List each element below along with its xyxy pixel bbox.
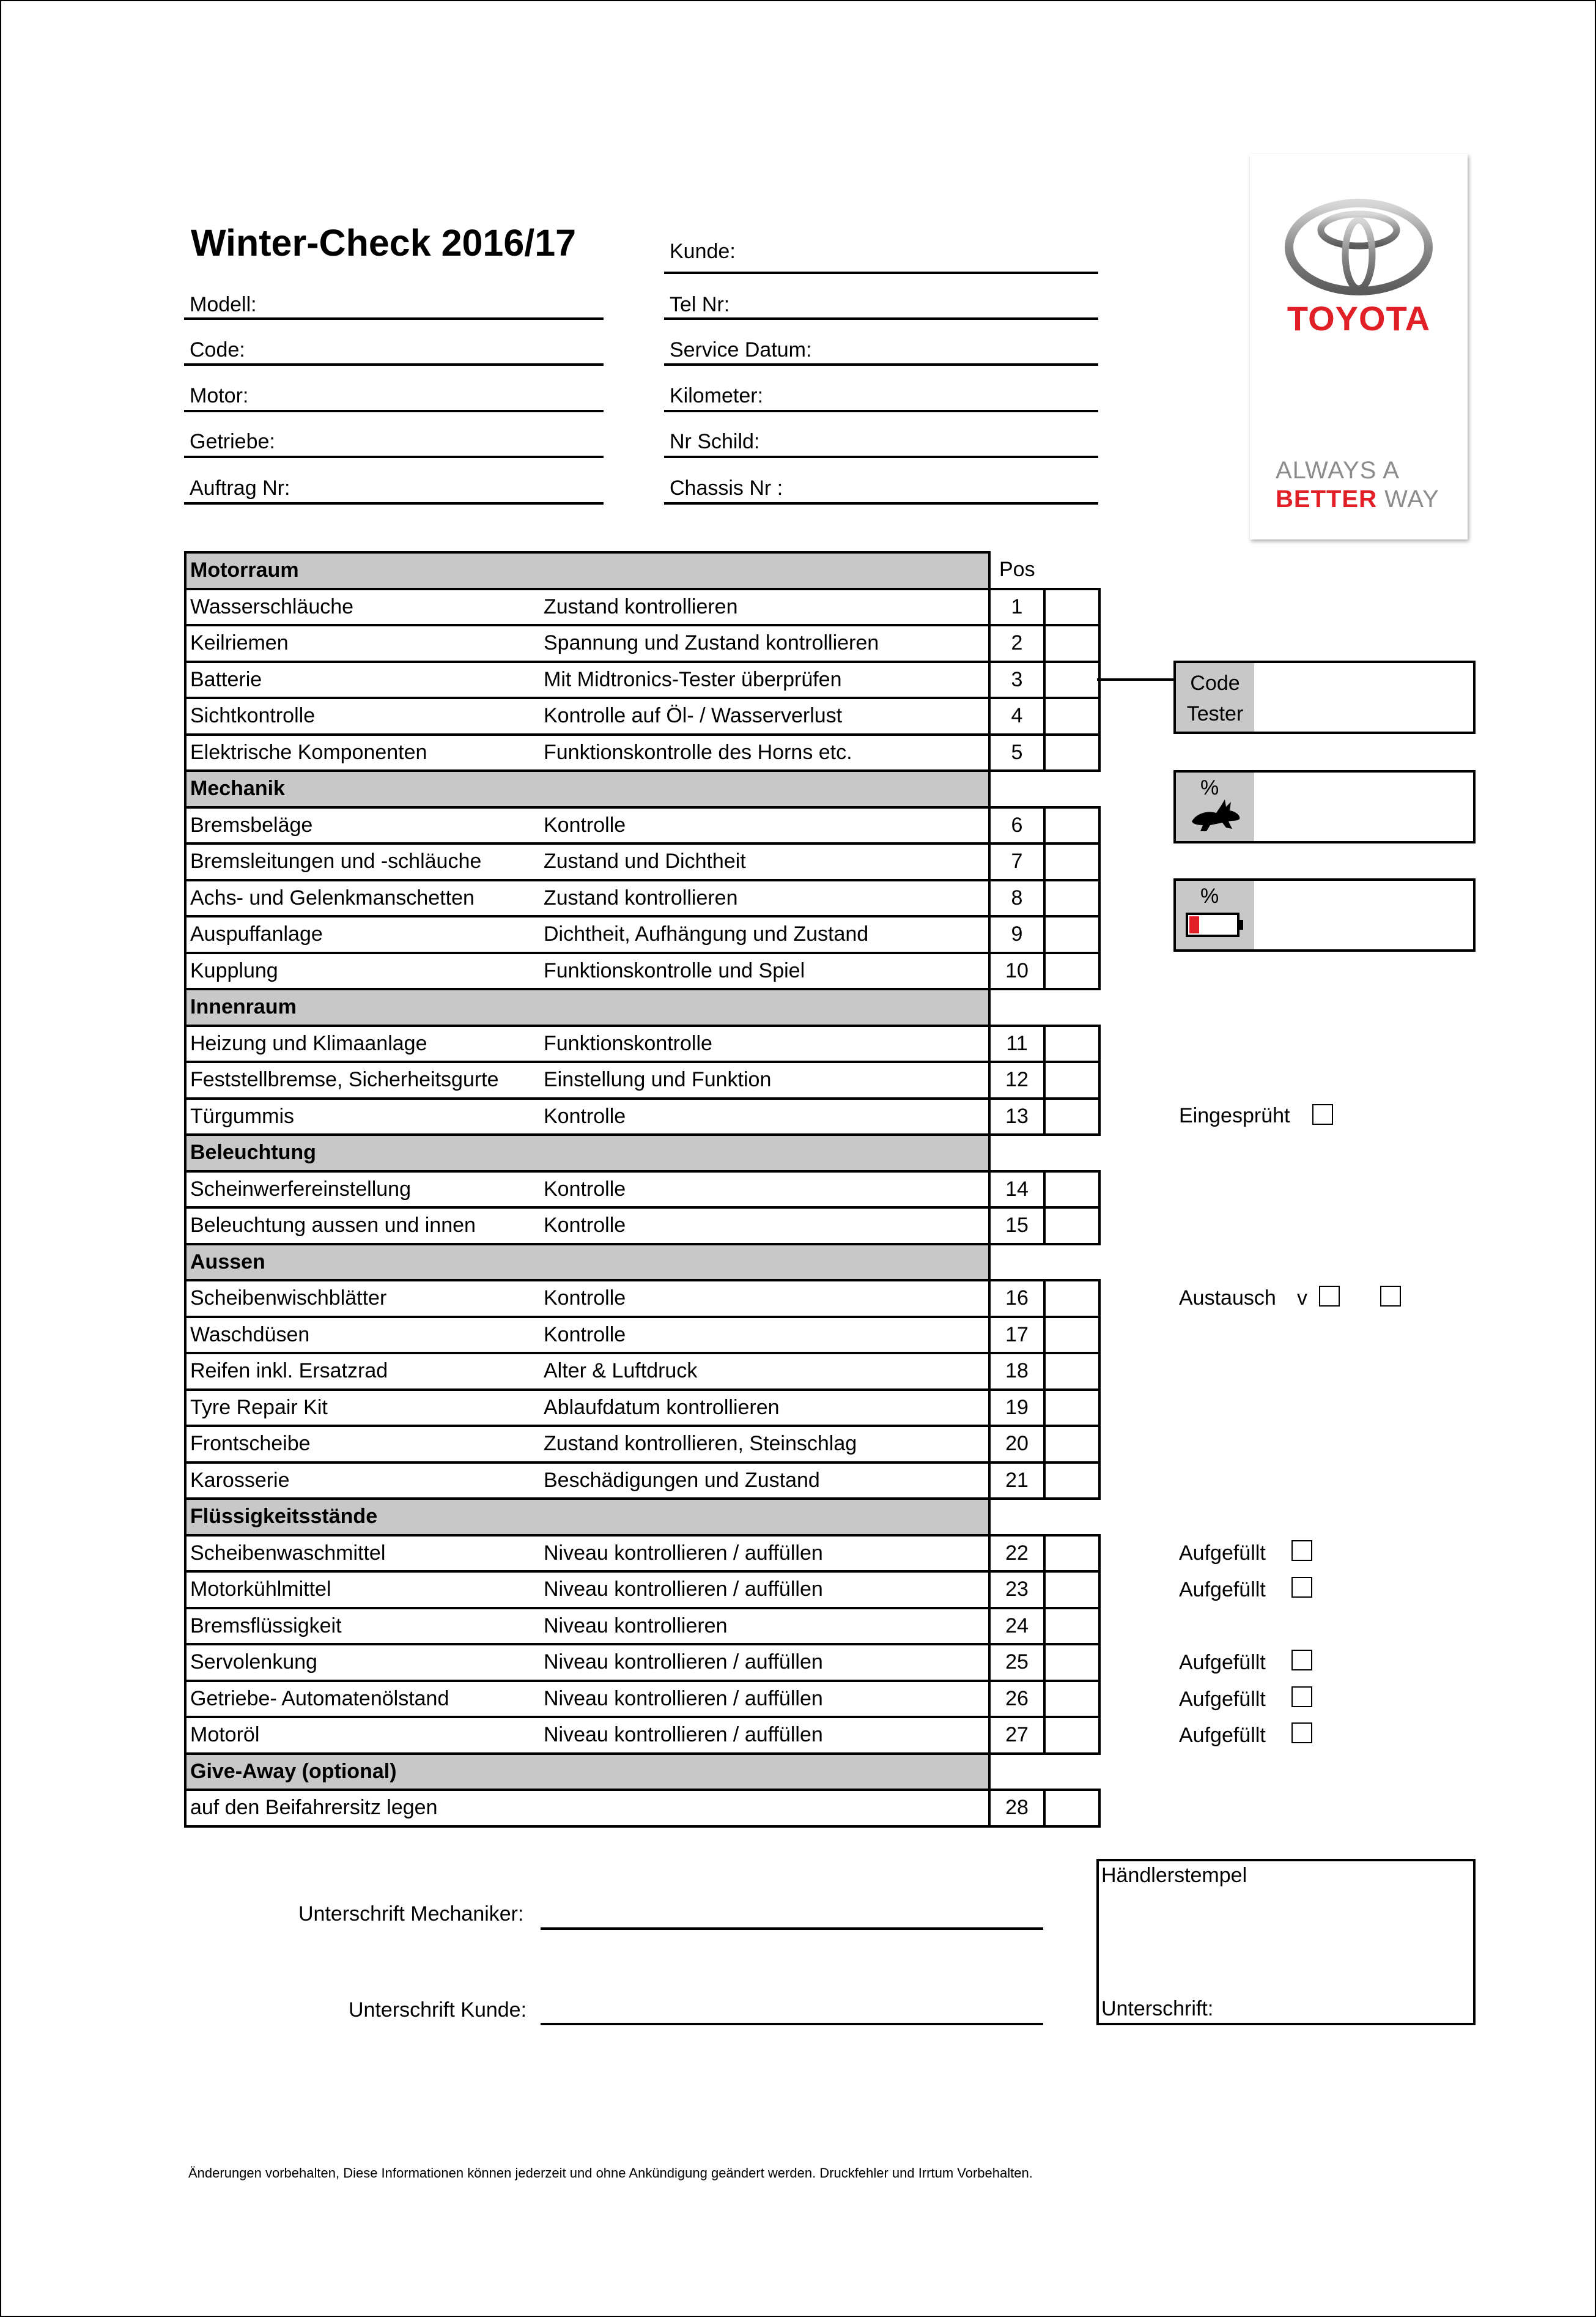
aufgefullt-checkbox-25[interactable] xyxy=(1291,1650,1312,1670)
stamp-signature-label: Unterschrift: xyxy=(1101,1997,1214,2020)
toyota-emblem-icon xyxy=(1284,198,1433,296)
row-task: Kontrolle xyxy=(540,1207,989,1244)
percent-battery-cell xyxy=(1176,881,1254,949)
field-auftrag-label: Auftrag Nr: xyxy=(190,476,290,500)
row-item: Wasserschläuche xyxy=(185,589,540,626)
row-check-cell[interactable] xyxy=(1044,1535,1099,1572)
checklist-row xyxy=(185,589,1099,626)
row-task: Dichtheit, Aufhängung und Zustand xyxy=(540,916,989,953)
row-item: Waschdüsen xyxy=(185,1317,540,1354)
percent-label-2: % xyxy=(1200,884,1219,908)
field-kunde-label: Kunde: xyxy=(670,240,736,263)
row-item: Feststellbremse, Sicherheitsgurte xyxy=(185,1062,540,1099)
field-motor-label: Motor: xyxy=(190,384,249,407)
row-pos: 22 xyxy=(989,1535,1044,1572)
row-task: Kontrolle xyxy=(540,1280,989,1317)
row-item: Reifen inkl. Ersatzrad xyxy=(185,1353,540,1390)
row-pos: 16 xyxy=(989,1280,1044,1317)
row-item: Getriebe- Automatenölstand xyxy=(185,1681,540,1718)
row-task: Zustand kontrollieren xyxy=(540,589,989,626)
row-check-cell[interactable] xyxy=(1044,1644,1099,1681)
battery-connector-line xyxy=(1097,678,1174,681)
row-check-cell[interactable] xyxy=(1044,1608,1099,1645)
toyota-wordmark: TOYOTA xyxy=(1287,299,1431,338)
row-pos: 19 xyxy=(989,1390,1044,1426)
section-header-row xyxy=(185,771,1099,807)
code-label: Code xyxy=(1190,672,1240,695)
section-spacer xyxy=(989,989,1099,1026)
austausch-v-checkbox[interactable] xyxy=(1319,1286,1340,1307)
row-check-cell[interactable] xyxy=(1044,625,1099,662)
section-header-row xyxy=(185,1244,1099,1281)
checklist-row xyxy=(185,625,1099,662)
section-header-row xyxy=(185,989,1099,1026)
aufgefullt-checkbox-22[interactable] xyxy=(1291,1540,1312,1561)
row-task: Funktionskontrolle des Horns etc. xyxy=(540,735,989,771)
row-task: Zustand kontrollieren xyxy=(540,880,989,917)
checklist-table xyxy=(184,551,1101,1828)
row-task: Mit Midtronics-Tester überprüfen xyxy=(540,662,989,699)
row-check-cell[interactable] xyxy=(1044,1790,1099,1826)
field-chassis-line[interactable] xyxy=(664,502,1098,505)
checklist-row xyxy=(185,953,1099,990)
footer-disclaimer: Änderungen vorbehalten, Diese Informationen können jederzeit und ohne Ankündigung geändert werden. Druckfehler und Irrtum Vorbehalten. xyxy=(188,2165,1033,2181)
row-task: Niveau kontrollieren / auffüllen xyxy=(540,1571,989,1608)
field-kilometer-label: Kilometer: xyxy=(670,384,764,407)
row-pos: 1 xyxy=(989,589,1044,626)
row-task: Kontrolle xyxy=(540,1317,989,1354)
row-pos: 13 xyxy=(989,1099,1044,1135)
page-title: Winter-Check 2016/17 xyxy=(191,222,577,264)
field-chassis-label: Chassis Nr : xyxy=(670,476,783,500)
eingespruht-label: Eingesprüht xyxy=(1179,1104,1290,1127)
row-task: Funktionskontrolle xyxy=(540,1026,989,1062)
row-check-cell[interactable] xyxy=(1044,807,1099,844)
row-item: Scheibenwaschmittel xyxy=(185,1535,540,1572)
field-motor-line[interactable] xyxy=(184,410,604,412)
row-check-cell[interactable] xyxy=(1044,1171,1099,1208)
row-check-cell[interactable] xyxy=(1044,662,1099,699)
row-check-cell[interactable] xyxy=(1044,843,1099,880)
row-pos: 2 xyxy=(989,625,1044,662)
aufgefullt-checkbox-23[interactable] xyxy=(1291,1577,1312,1598)
section-spacer xyxy=(989,771,1099,807)
row-item: Scheibenwischblätter xyxy=(185,1280,540,1317)
aufgefullt-label-23: Aufgefüllt xyxy=(1179,1578,1266,1601)
field-getriebe-line[interactable] xyxy=(184,456,604,458)
checklist-row xyxy=(185,1681,1099,1718)
row-pos: 14 xyxy=(989,1171,1044,1208)
pos-header: Pos xyxy=(999,558,1035,581)
row-item: Kupplung xyxy=(185,953,540,990)
row-check-cell[interactable] xyxy=(1044,916,1099,953)
checklist-row xyxy=(185,807,1099,844)
percent-box-battery xyxy=(1173,878,1476,952)
row-check-cell[interactable] xyxy=(1044,1717,1099,1754)
row-task: Funktionskontrolle und Spiel xyxy=(540,953,989,990)
row-pos: 4 xyxy=(989,698,1044,735)
field-telnr-line[interactable] xyxy=(664,317,1098,320)
percent-label-1: % xyxy=(1200,776,1219,799)
tagline-line-2 xyxy=(1276,486,1439,513)
aufgefullt-label-22: Aufgefüllt xyxy=(1179,1541,1266,1565)
section-header-row xyxy=(185,1499,1099,1535)
section-spacer xyxy=(989,1754,1099,1790)
row-pos: 8 xyxy=(989,880,1044,917)
field-servicedatum-label: Service Datum: xyxy=(670,338,812,361)
checklist-row xyxy=(185,1280,1099,1317)
row-item: Bremsbeläge xyxy=(185,807,540,844)
row-task: Einstellung und Funktion xyxy=(540,1062,989,1099)
tagline-line-1: ALWAYS A xyxy=(1276,457,1400,484)
tester-label: Tester xyxy=(1186,702,1244,725)
code-tester-box xyxy=(1173,661,1476,734)
aufgefullt-checkbox-26[interactable] xyxy=(1291,1686,1312,1707)
checklist-row xyxy=(185,698,1099,735)
row-task: Alter & Luftdruck xyxy=(540,1353,989,1390)
row-item: Motoröl xyxy=(185,1717,540,1754)
checklist-row xyxy=(185,1608,1099,1645)
row-pos: 18 xyxy=(989,1353,1044,1390)
row-check-cell[interactable] xyxy=(1044,953,1099,990)
row-item: Auspuffanlage xyxy=(185,916,540,953)
row-task: Niveau kontrollieren xyxy=(540,1608,989,1645)
row-check-cell[interactable] xyxy=(1044,880,1099,917)
row-pos: 12 xyxy=(989,1062,1044,1099)
section-spacer xyxy=(989,1135,1099,1171)
section-title: Innenraum xyxy=(185,989,989,1026)
row-pos: 5 xyxy=(989,735,1044,771)
checklist-row xyxy=(185,1717,1099,1754)
row-check-cell[interactable] xyxy=(1044,1681,1099,1718)
checklist-row xyxy=(185,1644,1099,1681)
checklist-row xyxy=(185,1790,1099,1826)
row-task: Kontrolle xyxy=(540,1171,989,1208)
row-task: Zustand kontrollieren, Steinschlag xyxy=(540,1426,989,1462)
row-item: Batterie xyxy=(185,662,540,699)
percent-engine-cell xyxy=(1176,773,1254,841)
checklist-row xyxy=(185,662,1099,699)
row-task: Kontrolle xyxy=(540,1099,989,1135)
section-header-row xyxy=(185,552,1099,589)
row-check-cell[interactable] xyxy=(1044,1390,1099,1426)
row-task: Kontrolle auf Öl- / Wasserverlust xyxy=(540,698,989,735)
checklist-row xyxy=(185,1207,1099,1244)
row-pos: 11 xyxy=(989,1026,1044,1062)
row-check-cell[interactable] xyxy=(1044,735,1099,771)
row-pos: 9 xyxy=(989,916,1044,953)
checklist-row xyxy=(185,1317,1099,1354)
signature-mechaniker-label: Unterschrift Mechaniker: xyxy=(298,1902,524,1926)
row-task: Kontrolle xyxy=(540,807,989,844)
row-task: Beschädigungen und Zustand xyxy=(540,1462,989,1499)
row-pos: 26 xyxy=(989,1681,1044,1718)
row-check-cell[interactable] xyxy=(1044,1317,1099,1354)
percent-box-engine xyxy=(1173,770,1476,843)
row-item: Bremsflüssigkeit xyxy=(185,1608,540,1645)
field-code-label: Code: xyxy=(190,338,245,361)
row-check-cell[interactable] xyxy=(1044,1062,1099,1099)
aufgefullt-label-25: Aufgefüllt xyxy=(1179,1651,1266,1674)
row-item: auf den Beifahrersitz legen xyxy=(185,1790,989,1826)
row-task: Zustand und Dichtheit xyxy=(540,843,989,880)
section-spacer xyxy=(989,1499,1099,1535)
checklist-row xyxy=(185,735,1099,771)
field-servicedatum-line[interactable] xyxy=(664,363,1098,366)
code-tester-label-cell xyxy=(1176,663,1254,732)
section-title: Motorraum xyxy=(185,552,989,589)
row-pos: 15 xyxy=(989,1207,1044,1244)
field-auftrag-line[interactable] xyxy=(184,502,604,505)
checklist-row xyxy=(185,1426,1099,1462)
row-pos: 7 xyxy=(989,843,1044,880)
field-code-line[interactable] xyxy=(184,363,604,366)
row-item: Keilriemen xyxy=(185,625,540,662)
row-pos: 21 xyxy=(989,1462,1044,1499)
row-task: Niveau kontrollieren / auffüllen xyxy=(540,1644,989,1681)
section-header-row xyxy=(185,1754,1099,1790)
signature-kunde-line[interactable] xyxy=(541,2023,1043,2025)
row-item: Elektrische Komponenten xyxy=(185,735,540,771)
checklist-row xyxy=(185,843,1099,880)
aufgefullt-checkbox-27[interactable] xyxy=(1291,1722,1312,1743)
checklist-row xyxy=(185,1571,1099,1608)
row-pos: 6 xyxy=(989,807,1044,844)
row-check-cell[interactable] xyxy=(1044,1026,1099,1062)
row-check-cell[interactable] xyxy=(1044,1571,1099,1608)
row-check-cell[interactable] xyxy=(1044,1462,1099,1499)
row-pos: 24 xyxy=(989,1608,1044,1645)
austausch-v-label: v xyxy=(1297,1286,1307,1310)
row-item: Frontscheibe xyxy=(185,1426,540,1462)
row-pos: 20 xyxy=(989,1426,1044,1462)
row-item: Türgummis xyxy=(185,1099,540,1135)
checklist-row xyxy=(185,1462,1099,1499)
checklist-row xyxy=(185,1026,1099,1062)
row-check-cell[interactable] xyxy=(1044,1207,1099,1244)
section-title: Mechanik xyxy=(185,771,989,807)
row-item: Motorkühlmittel xyxy=(185,1571,540,1608)
battery-icon xyxy=(1186,911,1244,938)
section-title: Flüssigkeitsstände xyxy=(185,1499,989,1535)
row-task: Niveau kontrollieren / auffüllen xyxy=(540,1535,989,1572)
stamp-title: Händlerstempel xyxy=(1101,1864,1247,1887)
row-item: Sichtkontrolle xyxy=(185,698,540,735)
dealer-stamp-box[interactable] xyxy=(1096,1859,1476,2025)
section-title: Give-Away (optional) xyxy=(185,1754,989,1790)
row-check-cell[interactable] xyxy=(1044,589,1099,626)
checklist-row xyxy=(185,880,1099,917)
tagline-way: WAY xyxy=(1384,486,1439,513)
checklist-row xyxy=(185,1353,1099,1390)
row-item: Bremsleitungen und -schläuche xyxy=(185,843,540,880)
aufgefullt-label-27: Aufgefüllt xyxy=(1179,1724,1266,1747)
section-spacer xyxy=(989,1244,1099,1281)
checklist-row xyxy=(185,916,1099,953)
row-check-cell[interactable] xyxy=(1044,1099,1099,1135)
section-title: Beleuchtung xyxy=(185,1135,989,1171)
field-telnr-label: Tel Nr: xyxy=(670,293,730,316)
eingespruht-checkbox[interactable] xyxy=(1312,1104,1333,1125)
checklist-row xyxy=(185,1535,1099,1572)
field-nrschild-label: Nr Schild: xyxy=(670,430,760,453)
tagline-better: BETTER xyxy=(1276,486,1377,513)
section-spacer xyxy=(989,552,1099,589)
row-item: Servolenkung xyxy=(185,1644,540,1681)
row-item: Tyre Repair Kit xyxy=(185,1390,540,1426)
austausch-label: Austausch xyxy=(1179,1286,1276,1310)
checklist-row xyxy=(185,1171,1099,1208)
austausch-checkbox[interactable] xyxy=(1380,1286,1401,1307)
section-header-row xyxy=(185,1135,1099,1171)
row-pos: 17 xyxy=(989,1317,1044,1354)
row-pos: 10 xyxy=(989,953,1044,990)
row-item: Achs- und Gelenkmanschetten xyxy=(185,880,540,917)
row-item: Heizung und Klimaanlage xyxy=(185,1026,540,1062)
row-task: Niveau kontrollieren / auffüllen xyxy=(540,1681,989,1718)
checklist-row xyxy=(185,1062,1099,1099)
row-item: Karosserie xyxy=(185,1462,540,1499)
field-kunde-line[interactable] xyxy=(664,272,1098,274)
row-check-cell[interactable] xyxy=(1044,1353,1099,1390)
row-pos: 3 xyxy=(989,662,1044,699)
aufgefullt-label-26: Aufgefüllt xyxy=(1179,1688,1266,1711)
field-getriebe-label: Getriebe: xyxy=(190,430,275,453)
field-modell-label: Modell: xyxy=(190,293,257,316)
row-check-cell[interactable] xyxy=(1044,1280,1099,1317)
row-pos: 23 xyxy=(989,1571,1044,1608)
row-item: Beleuchtung aussen und innen xyxy=(185,1207,540,1244)
row-item: Scheinwerfereinstellung xyxy=(185,1171,540,1208)
row-pos: 25 xyxy=(989,1644,1044,1681)
field-modell-line[interactable] xyxy=(184,317,604,320)
row-pos: 28 xyxy=(989,1790,1044,1826)
row-check-cell[interactable] xyxy=(1044,1426,1099,1462)
row-pos: 27 xyxy=(989,1717,1044,1754)
row-task: Niveau kontrollieren / auffüllen xyxy=(540,1717,989,1754)
hare-icon xyxy=(1188,797,1244,835)
signature-kunde-label: Unterschrift Kunde: xyxy=(349,1998,527,2022)
field-kilometer-line[interactable] xyxy=(664,410,1098,412)
row-check-cell[interactable] xyxy=(1044,698,1099,735)
checklist-row xyxy=(185,1099,1099,1135)
toyota-logo-card xyxy=(1250,154,1468,539)
checklist-row xyxy=(185,1390,1099,1426)
section-title: Aussen xyxy=(185,1244,989,1281)
row-task: Ablaufdatum kontrollieren xyxy=(540,1390,989,1426)
signature-mechaniker-line[interactable] xyxy=(541,1927,1043,1930)
field-nrschild-line[interactable] xyxy=(664,456,1098,458)
row-task: Spannung und Zustand kontrollieren xyxy=(540,625,989,662)
